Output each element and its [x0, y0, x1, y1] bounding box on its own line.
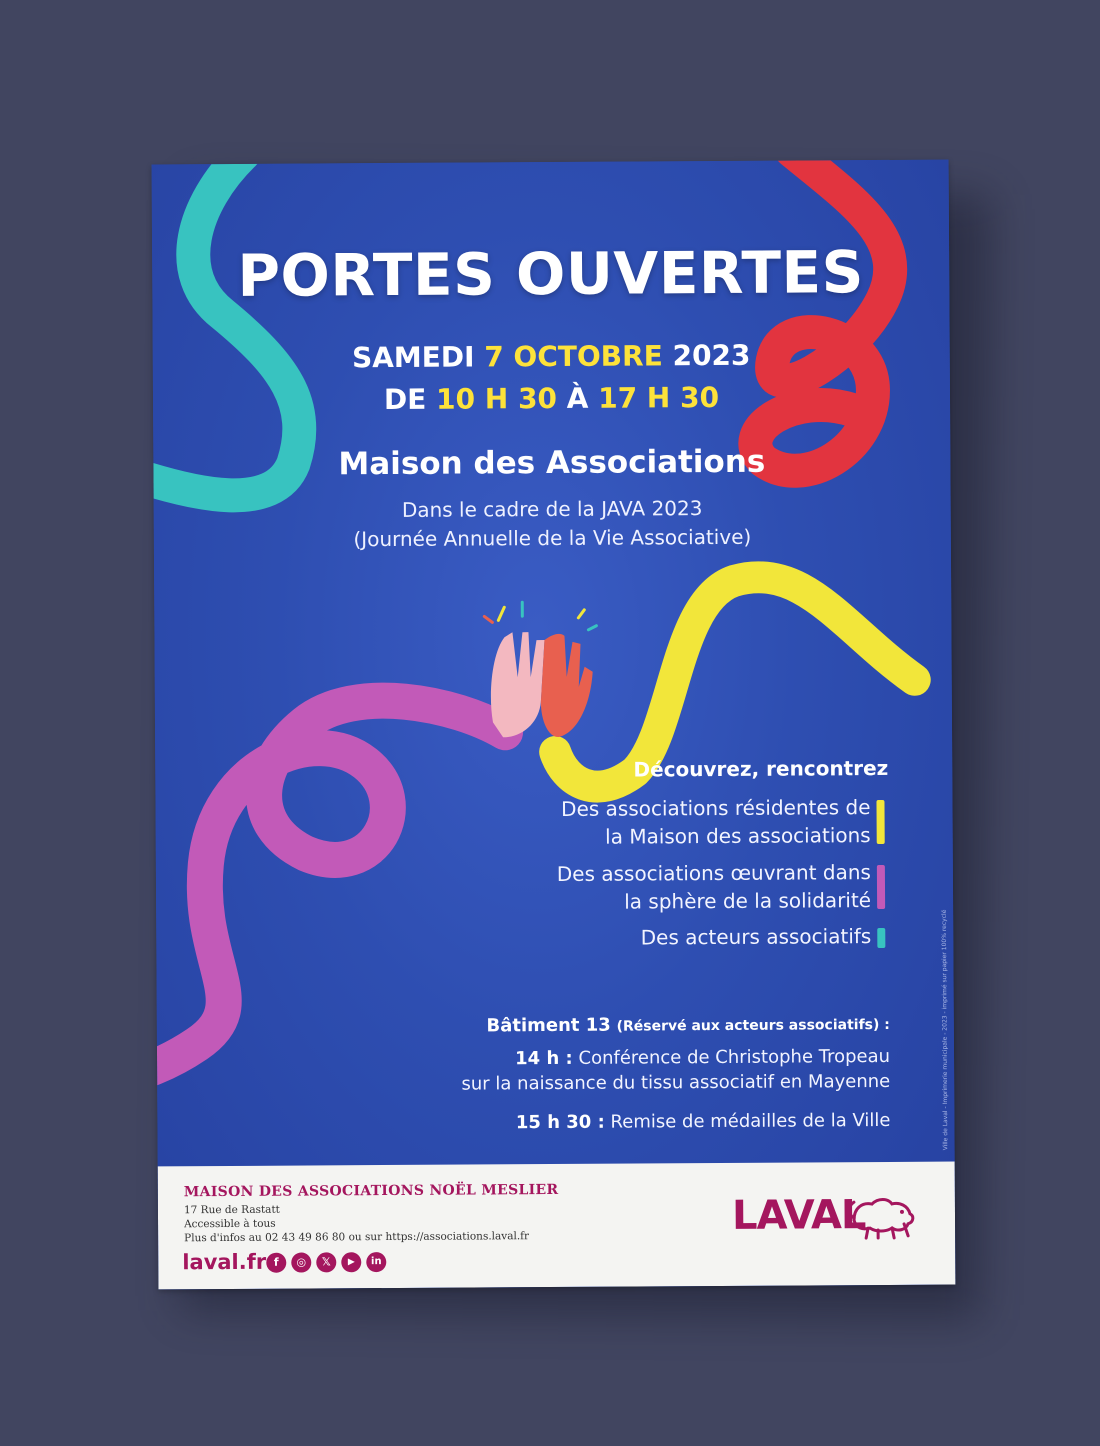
program-item-1-cont: sur la naissance du tissu associatif en Mayenne [461, 1070, 891, 1095]
lion-icon [848, 1190, 920, 1240]
discover-item-1-line-1: Des associations résidentes de [561, 795, 871, 821]
poster [152, 160, 956, 1290]
hours-start: 10 H 30 [436, 381, 558, 416]
footer-website[interactable]: laval.fr [182, 1249, 267, 1275]
event-hours [153, 380, 950, 418]
building-line [486, 1013, 889, 1036]
poster-footer [158, 1162, 956, 1290]
teal-tube [152, 160, 300, 496]
program-1-text: Conférence de Christophe Tropeau [578, 1045, 891, 1069]
context-line-1: Dans le cadre de la JAVA 2023 [401, 496, 703, 522]
discover-item-3-bar [877, 928, 885, 948]
footer-access: Accessible à tous [184, 1217, 276, 1231]
event-date [153, 338, 950, 376]
hours-prefix: DE [383, 382, 427, 417]
date-date: 7 OCTOBRE [484, 339, 663, 374]
program-item-2 [516, 1110, 891, 1133]
building-label: Bâtiment 13 [486, 1014, 611, 1037]
poster-title: PORTES OUVERTES [237, 238, 865, 310]
purple-tube [152, 700, 508, 1075]
laval-logo-text: LAVAL [731, 1192, 866, 1239]
high-five-hands [484, 602, 597, 738]
program-item-1 [515, 1046, 890, 1069]
discover-item-2-bar [877, 865, 885, 909]
youtube-icon[interactable]: ▶ [341, 1252, 361, 1272]
program-2-time: 15 h 30 : [515, 1111, 605, 1134]
discover-item-2-line-2: la sphère de la solidarité [624, 888, 872, 914]
footer-org-name: MAISON DES ASSOCIATIONS NOËL MESLIER [183, 1181, 559, 1201]
building-note: (Réservé aux acteurs associatifs) : [616, 1016, 890, 1035]
context-line-2: (Journée Annuelle de la Vie Associative) [353, 524, 752, 552]
venue-name: Maison des Associations [338, 443, 766, 483]
discover-item-2 [557, 858, 871, 916]
x-icon[interactable]: 𝕏 [316, 1252, 336, 1272]
footer-info: Plus d'infos au 02 43 49 86 80 ou sur https://associations.laval.fr [184, 1230, 530, 1245]
discover-item-1-line-2: la Maison des associations [605, 823, 871, 849]
discover-item-3 [641, 922, 872, 951]
discover-title: Découvrez, rencontrez [633, 755, 889, 782]
hours-end: 17 H 30 [598, 380, 720, 415]
program-2-text: Remise de médailles de la Ville [610, 1109, 891, 1133]
date-day: SAMEDI [351, 340, 475, 375]
instagram-icon[interactable]: ◎ [291, 1252, 311, 1272]
print-credits: Ville de Laval - Imprimerie municipale - 2023 - imprimé sur papier 100% recyclé [941, 909, 950, 1151]
discover-item-1-bar [876, 800, 884, 844]
red-tube [754, 160, 892, 471]
linkedin-icon[interactable]: in [366, 1252, 386, 1272]
facebook-icon[interactable]: f [266, 1253, 286, 1273]
discover-item-3-line-1: Des acteurs associatifs [640, 924, 872, 950]
footer-address: 17 Rue de Rastatt [183, 1203, 280, 1217]
date-year: 2023 [672, 338, 751, 373]
discover-item-1 [561, 793, 871, 851]
discover-item-2-line-1: Des associations œuvrant dans [556, 860, 871, 886]
hours-separator: À [566, 381, 589, 415]
program-1-time: 14 h : [515, 1047, 573, 1070]
